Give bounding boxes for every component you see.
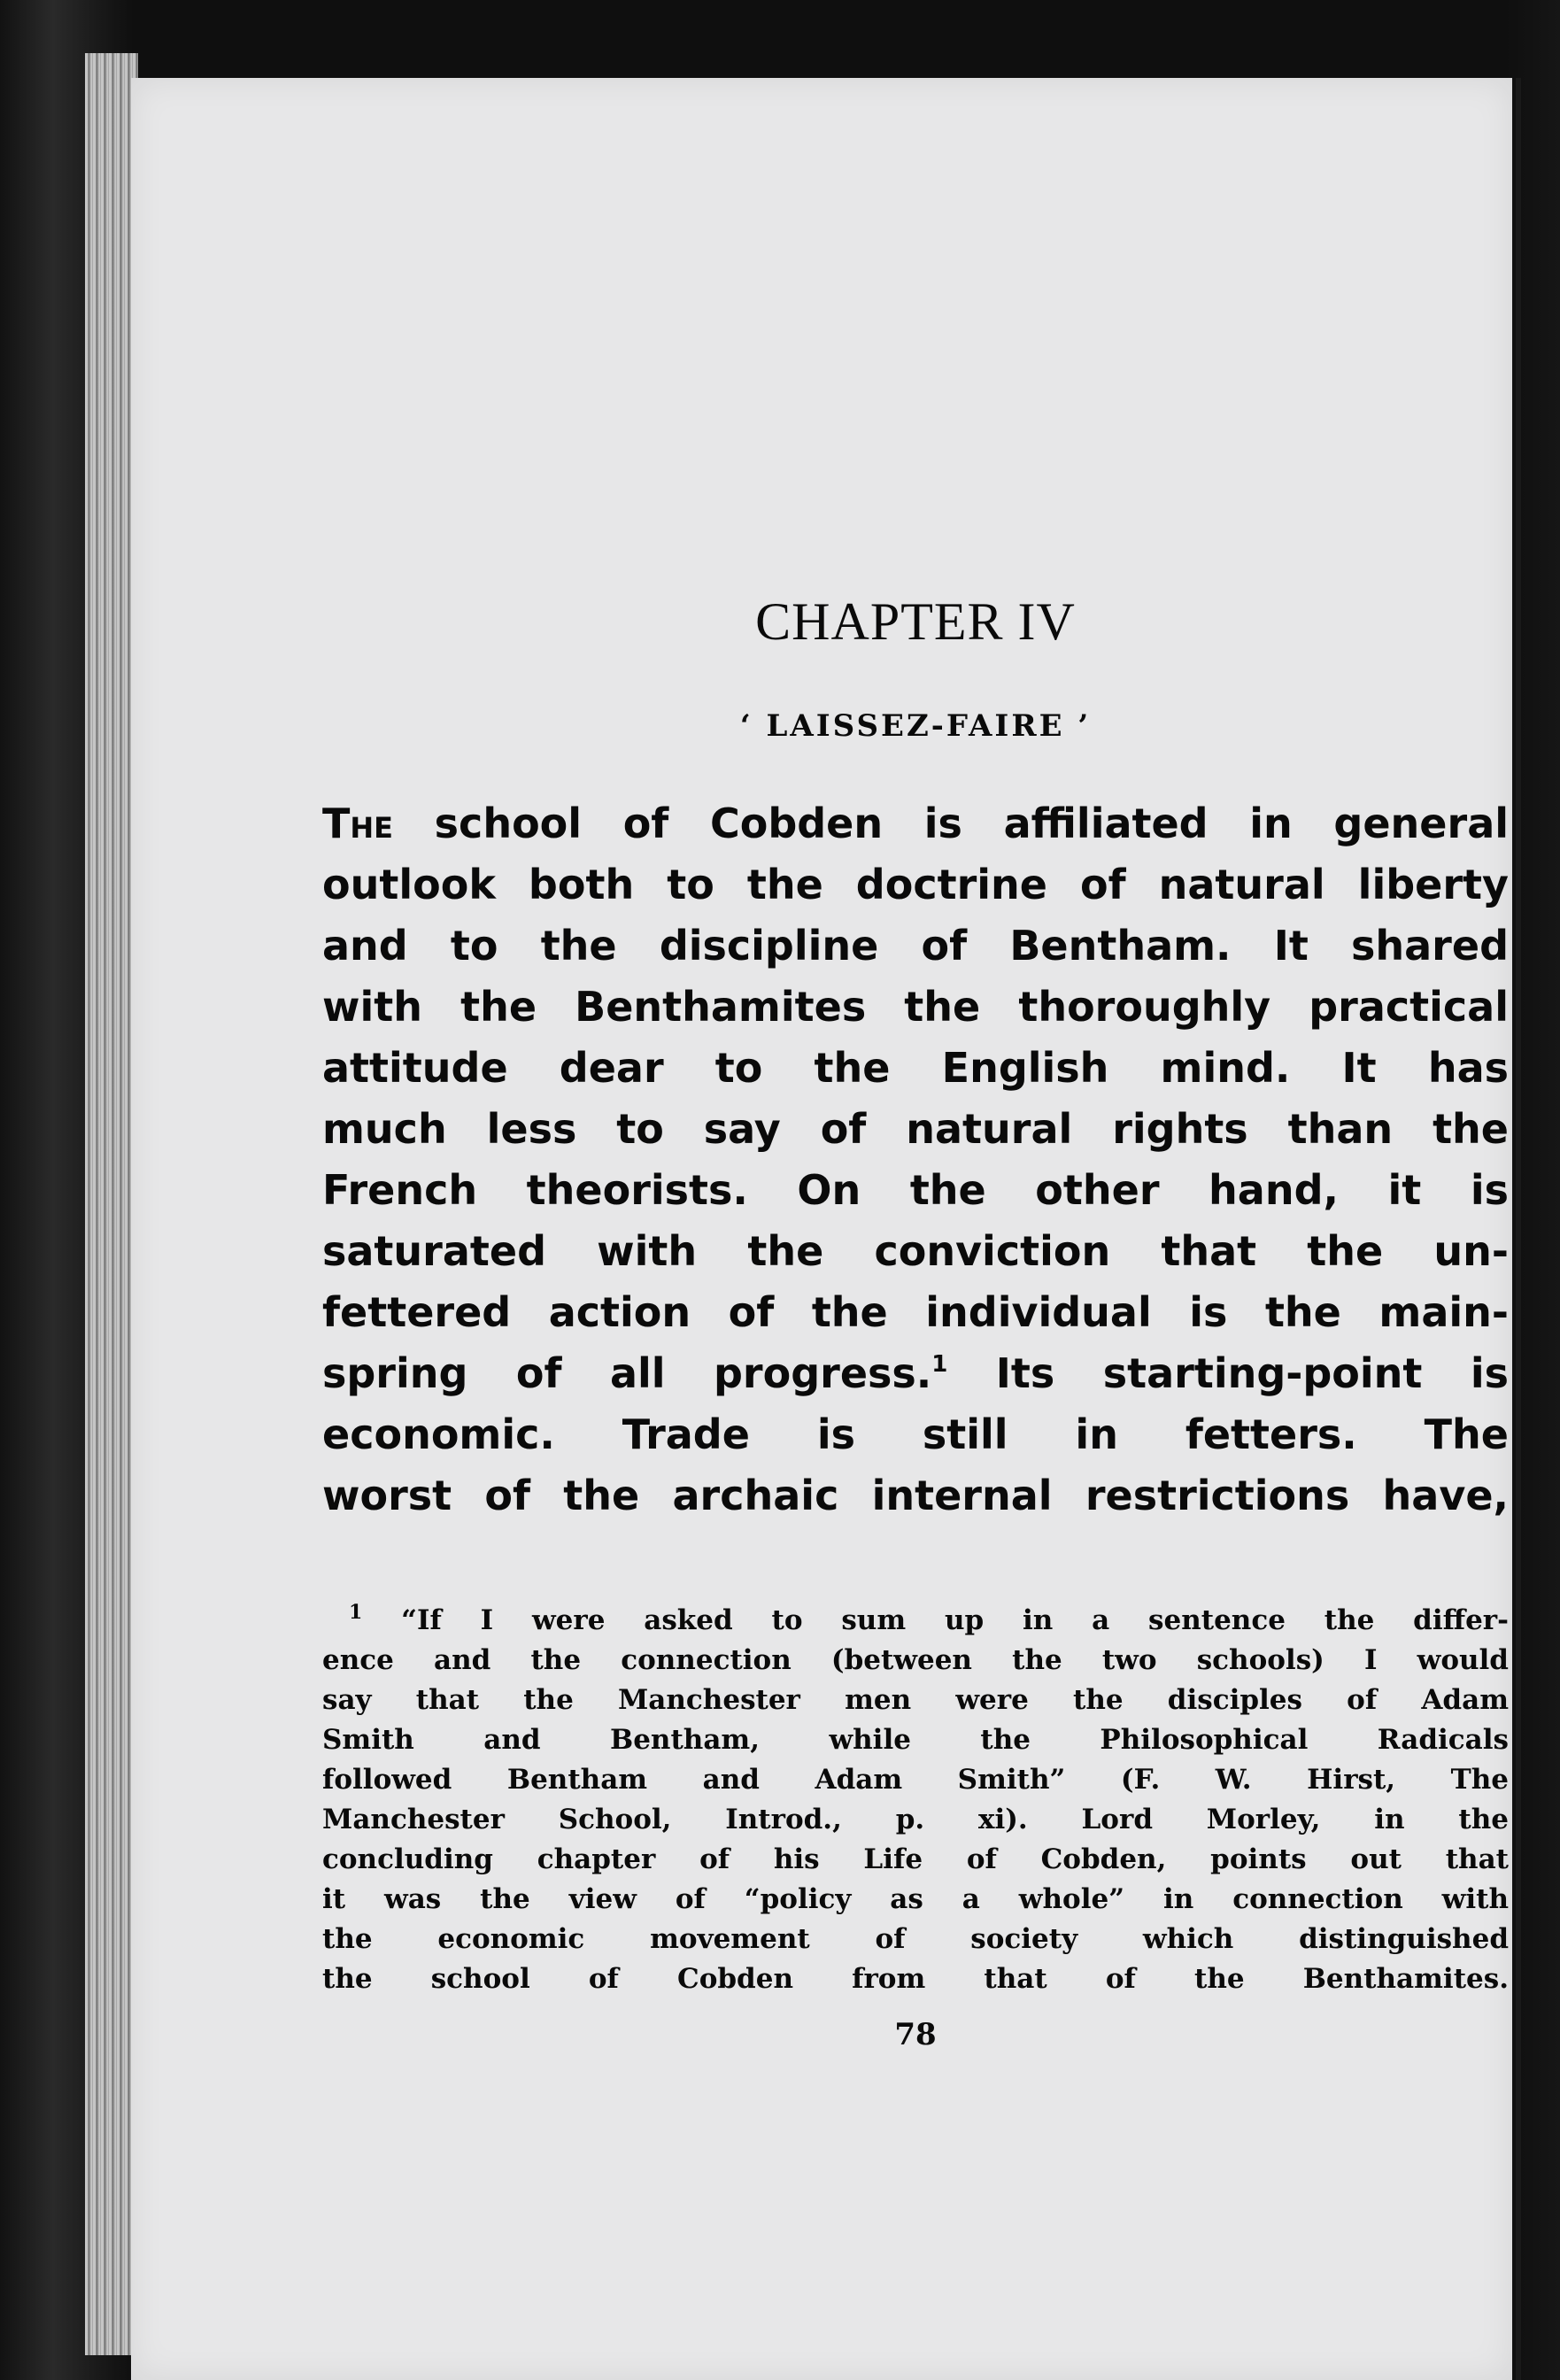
text-block [322, 78, 1509, 2380]
footnote-line: say that the Manchester men were the disciples of Adam [322, 1684, 1509, 1716]
body-line: with the Benthamites the thoroughly practical [322, 983, 1509, 1031]
footnote-line: it was the view of “policy as a whole” in connection with [322, 1883, 1509, 1915]
body-line [322, 1343, 1509, 1404]
body-line: saturated with the conviction that the un- [322, 1227, 1509, 1275]
footnote [322, 1601, 1509, 1999]
body-line [322, 793, 1509, 854]
body-line: French theorists. On the other hand, it is [322, 1166, 1509, 1214]
page-number: 78 [894, 2017, 937, 2052]
lead-word: The [322, 800, 394, 847]
footnote-line: ence and the connection (between the two schools) I would [322, 1644, 1509, 1676]
page-edges [85, 53, 138, 2355]
footnote-line: concluding chapter of his Life of Cobden, points out that [322, 1843, 1509, 1875]
body-line: and to the discipline of Bentham. It shared [322, 922, 1509, 970]
footnote-line: the school of Cobden from that of the Benthamites. [322, 1963, 1509, 1995]
page-right-edge [1516, 78, 1521, 2380]
footnote-line: Smith and Bentham, while the Philosophical Radicals [322, 1724, 1509, 1756]
body-line-text: spring of all progress. [322, 1349, 932, 1397]
chapter-title: CHAPTER IV [755, 592, 1076, 651]
footnote-reference: 1 [931, 1351, 948, 1378]
body-line: outlook both to the doctrine of natural liberty [322, 861, 1509, 908]
body-line-text: school of Cobden is affiliated in general [393, 800, 1509, 847]
body-line: worst of the archaic internal restrictions have, [322, 1472, 1509, 1519]
footnote-line: followed Bentham and Adam Smith” (F. W. Hirst, The [322, 1764, 1509, 1796]
footnote-line-text: “If I were asked to sum up in a sentence the differ- [401, 1604, 1509, 1636]
body-line: much less to say of natural rights than the [322, 1105, 1509, 1153]
footnote-line: Manchester School, Introd., p. xi). Lord Morley, in the [322, 1804, 1509, 1835]
body-line: fettered action of the individual is the main- [322, 1288, 1509, 1336]
footnote-line: the economic movement of society which distinguished [322, 1923, 1509, 1955]
body-line: attitude dear to the English mind. It has [322, 1044, 1509, 1092]
body-line: economic. Trade is still in fetters. The [322, 1410, 1509, 1458]
footnote-line [322, 1601, 1509, 1641]
footnote-marker: 1 [349, 1601, 363, 1624]
page-sheet [131, 78, 1512, 2380]
chapter-subtitle: ‘ LAISSEZ-FAIRE ’ [739, 708, 1092, 744]
body-paragraph [322, 793, 1509, 1526]
body-line-text: Its starting-point is [947, 1349, 1509, 1397]
